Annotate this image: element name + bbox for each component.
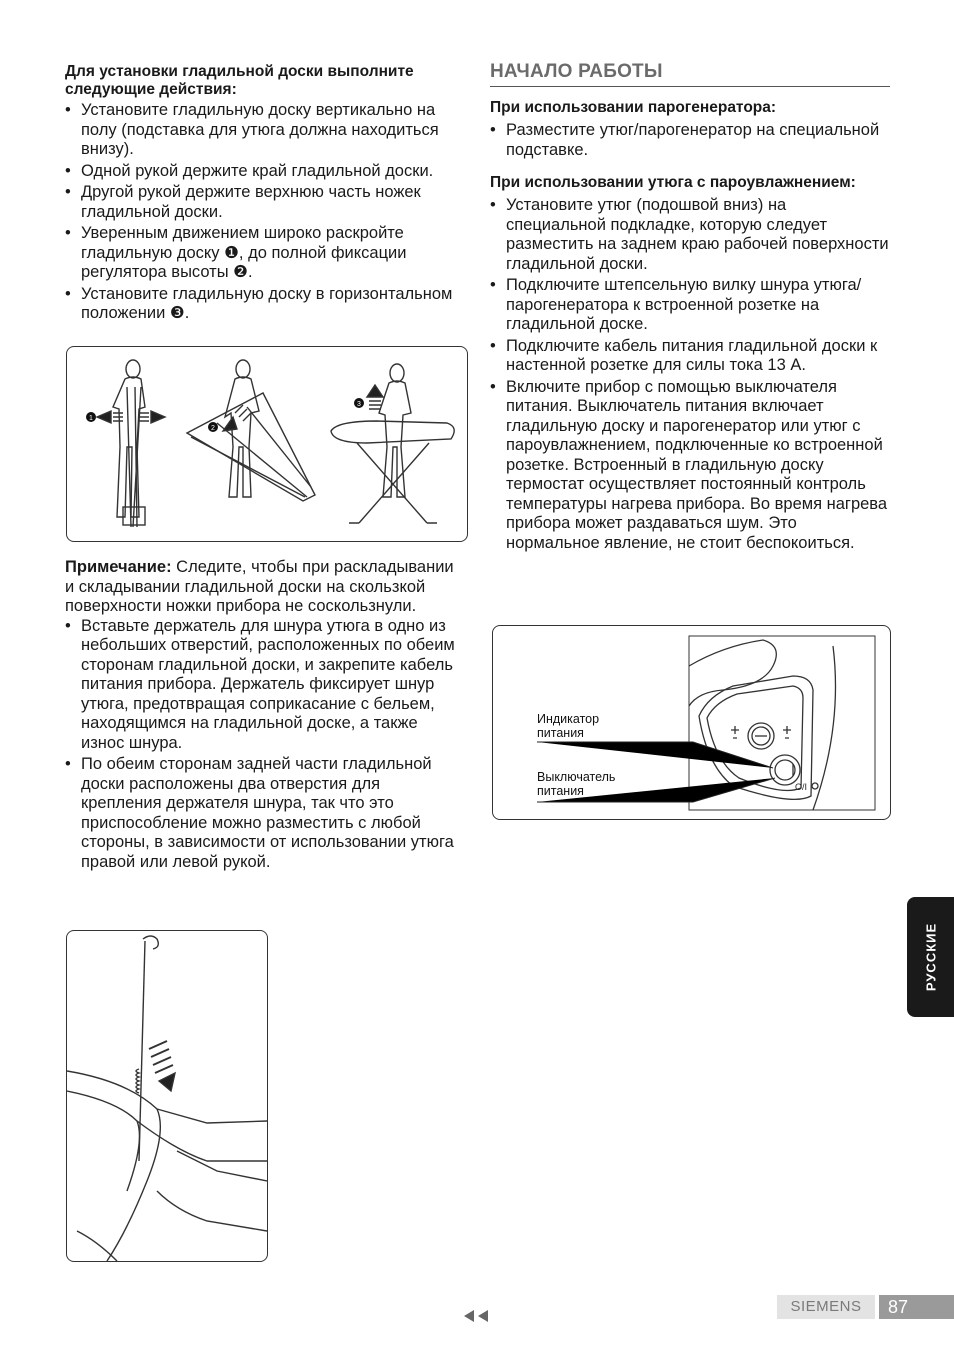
- section-title: НАЧАЛО РАБОТЫ: [490, 60, 890, 87]
- list-item: • Другой рукой держите верхнюю часть ножек гладильной доски.: [65, 183, 465, 222]
- list-item: • Уверенным движением широко раскройте гладильную доску ❶, до полной фиксации регулятора высоты ❷.: [65, 224, 465, 283]
- note-label: Примечание:: [65, 558, 172, 576]
- setup-illustration-drawing: [67, 347, 467, 541]
- language-tab-label: РУССКИЕ: [923, 922, 938, 992]
- list-item: • Установите гладильную доску вертикально на полу (подставка для утюга должна находиться внизу).: [65, 101, 465, 160]
- switch-label: Выключатель питания: [537, 770, 616, 798]
- brand-label: SIEMENS: [777, 1295, 875, 1319]
- indicator-label: Индикатор питания: [537, 712, 600, 740]
- cord-holder-drawing: [67, 931, 267, 1261]
- figure-marker-3: 3: [357, 401, 361, 408]
- page-nav[interactable]: [462, 1308, 492, 1329]
- note-text: Следите, чтобы при раскладывании и складывании гладильной доски на скользкой поверхности ножки прибора не соскользнули.: [65, 558, 454, 615]
- steam-generator-list: [490, 121, 890, 160]
- page-number: 87: [879, 1295, 954, 1319]
- note-block: [65, 558, 465, 874]
- language-tab: [907, 897, 954, 1017]
- cord-holder-illustration: [66, 930, 268, 1262]
- right-column: [490, 60, 890, 555]
- switch-mark: O/I: [795, 782, 808, 792]
- list-item: • Подключите кабель питания гладильной доски к настенной розетке для силы тока 13 A.: [490, 337, 890, 376]
- rewind-icon[interactable]: [462, 1308, 492, 1324]
- figure-marker-1: 1: [89, 415, 93, 422]
- list-item: • Подключите штепсельную вилку шнура утюга/парогенератора к встроенной розетке на гладильной доске.: [490, 276, 890, 335]
- setup-heading: Для установки гладильной доски выполните следующие действия:: [65, 63, 414, 98]
- list-item: • По обеим сторонам задней части гладильной доски расположены два отверстия для крепления держателя шнура, так что это приспособление можно разместить с любой стороны, в зависимости от использовании утюга правой или левой рукой.: [65, 755, 465, 872]
- control-panel-illustration: [492, 625, 891, 820]
- subheading-steam-generator: При использовании парогенератора:: [490, 99, 777, 116]
- subheading-steam-iron: При использовании утюга с пароувлажнением:: [490, 174, 856, 191]
- steam-iron-list: [490, 196, 890, 553]
- note-paragraph: [65, 558, 465, 617]
- list-item: • Одной рукой держите край гладильной доски.: [65, 162, 465, 182]
- note-list: [65, 617, 465, 873]
- list-item: • Установите утюг (подошвой вниз) на специальной подкладке, которую следует разместить на заднем краю рабочей поверхности гладильной доски.: [490, 196, 890, 274]
- setup-illustration: [66, 346, 468, 542]
- list-item: • Установите гладильную доску в горизонтальном положении ❸.: [65, 285, 465, 324]
- list-item: • Вставьте держатель для шнура утюга в одно из небольших отверстий, расположенных по обеим сторонам гладильной доски, и закрепите кабель питания прибора. Держатель фиксирует шнур утюга, предотвращая соприкасание с бельем, находящимся на гладильной доске, а также износ шнура.: [65, 617, 465, 754]
- figure-marker-2: 2: [211, 425, 215, 432]
- list-item: • Включите прибор с помощью выключателя питания. Выключатель питания включает гладильную доску и парогенератор или утюг с пароувлажнением, подключенные ко встроенной розетке. Встроенный в гладильную доску термостат осуществляет постоянный контроль температуры нагрева прибора. Во время нагрева прибора может раздаваться шум. Это нормальное явление, не стоит беспокоиться.: [490, 378, 890, 554]
- list-item: • Разместите утюг/парогенератор на специальной подставке.: [490, 121, 890, 160]
- left-column: [65, 63, 465, 326]
- setup-steps: [65, 101, 465, 324]
